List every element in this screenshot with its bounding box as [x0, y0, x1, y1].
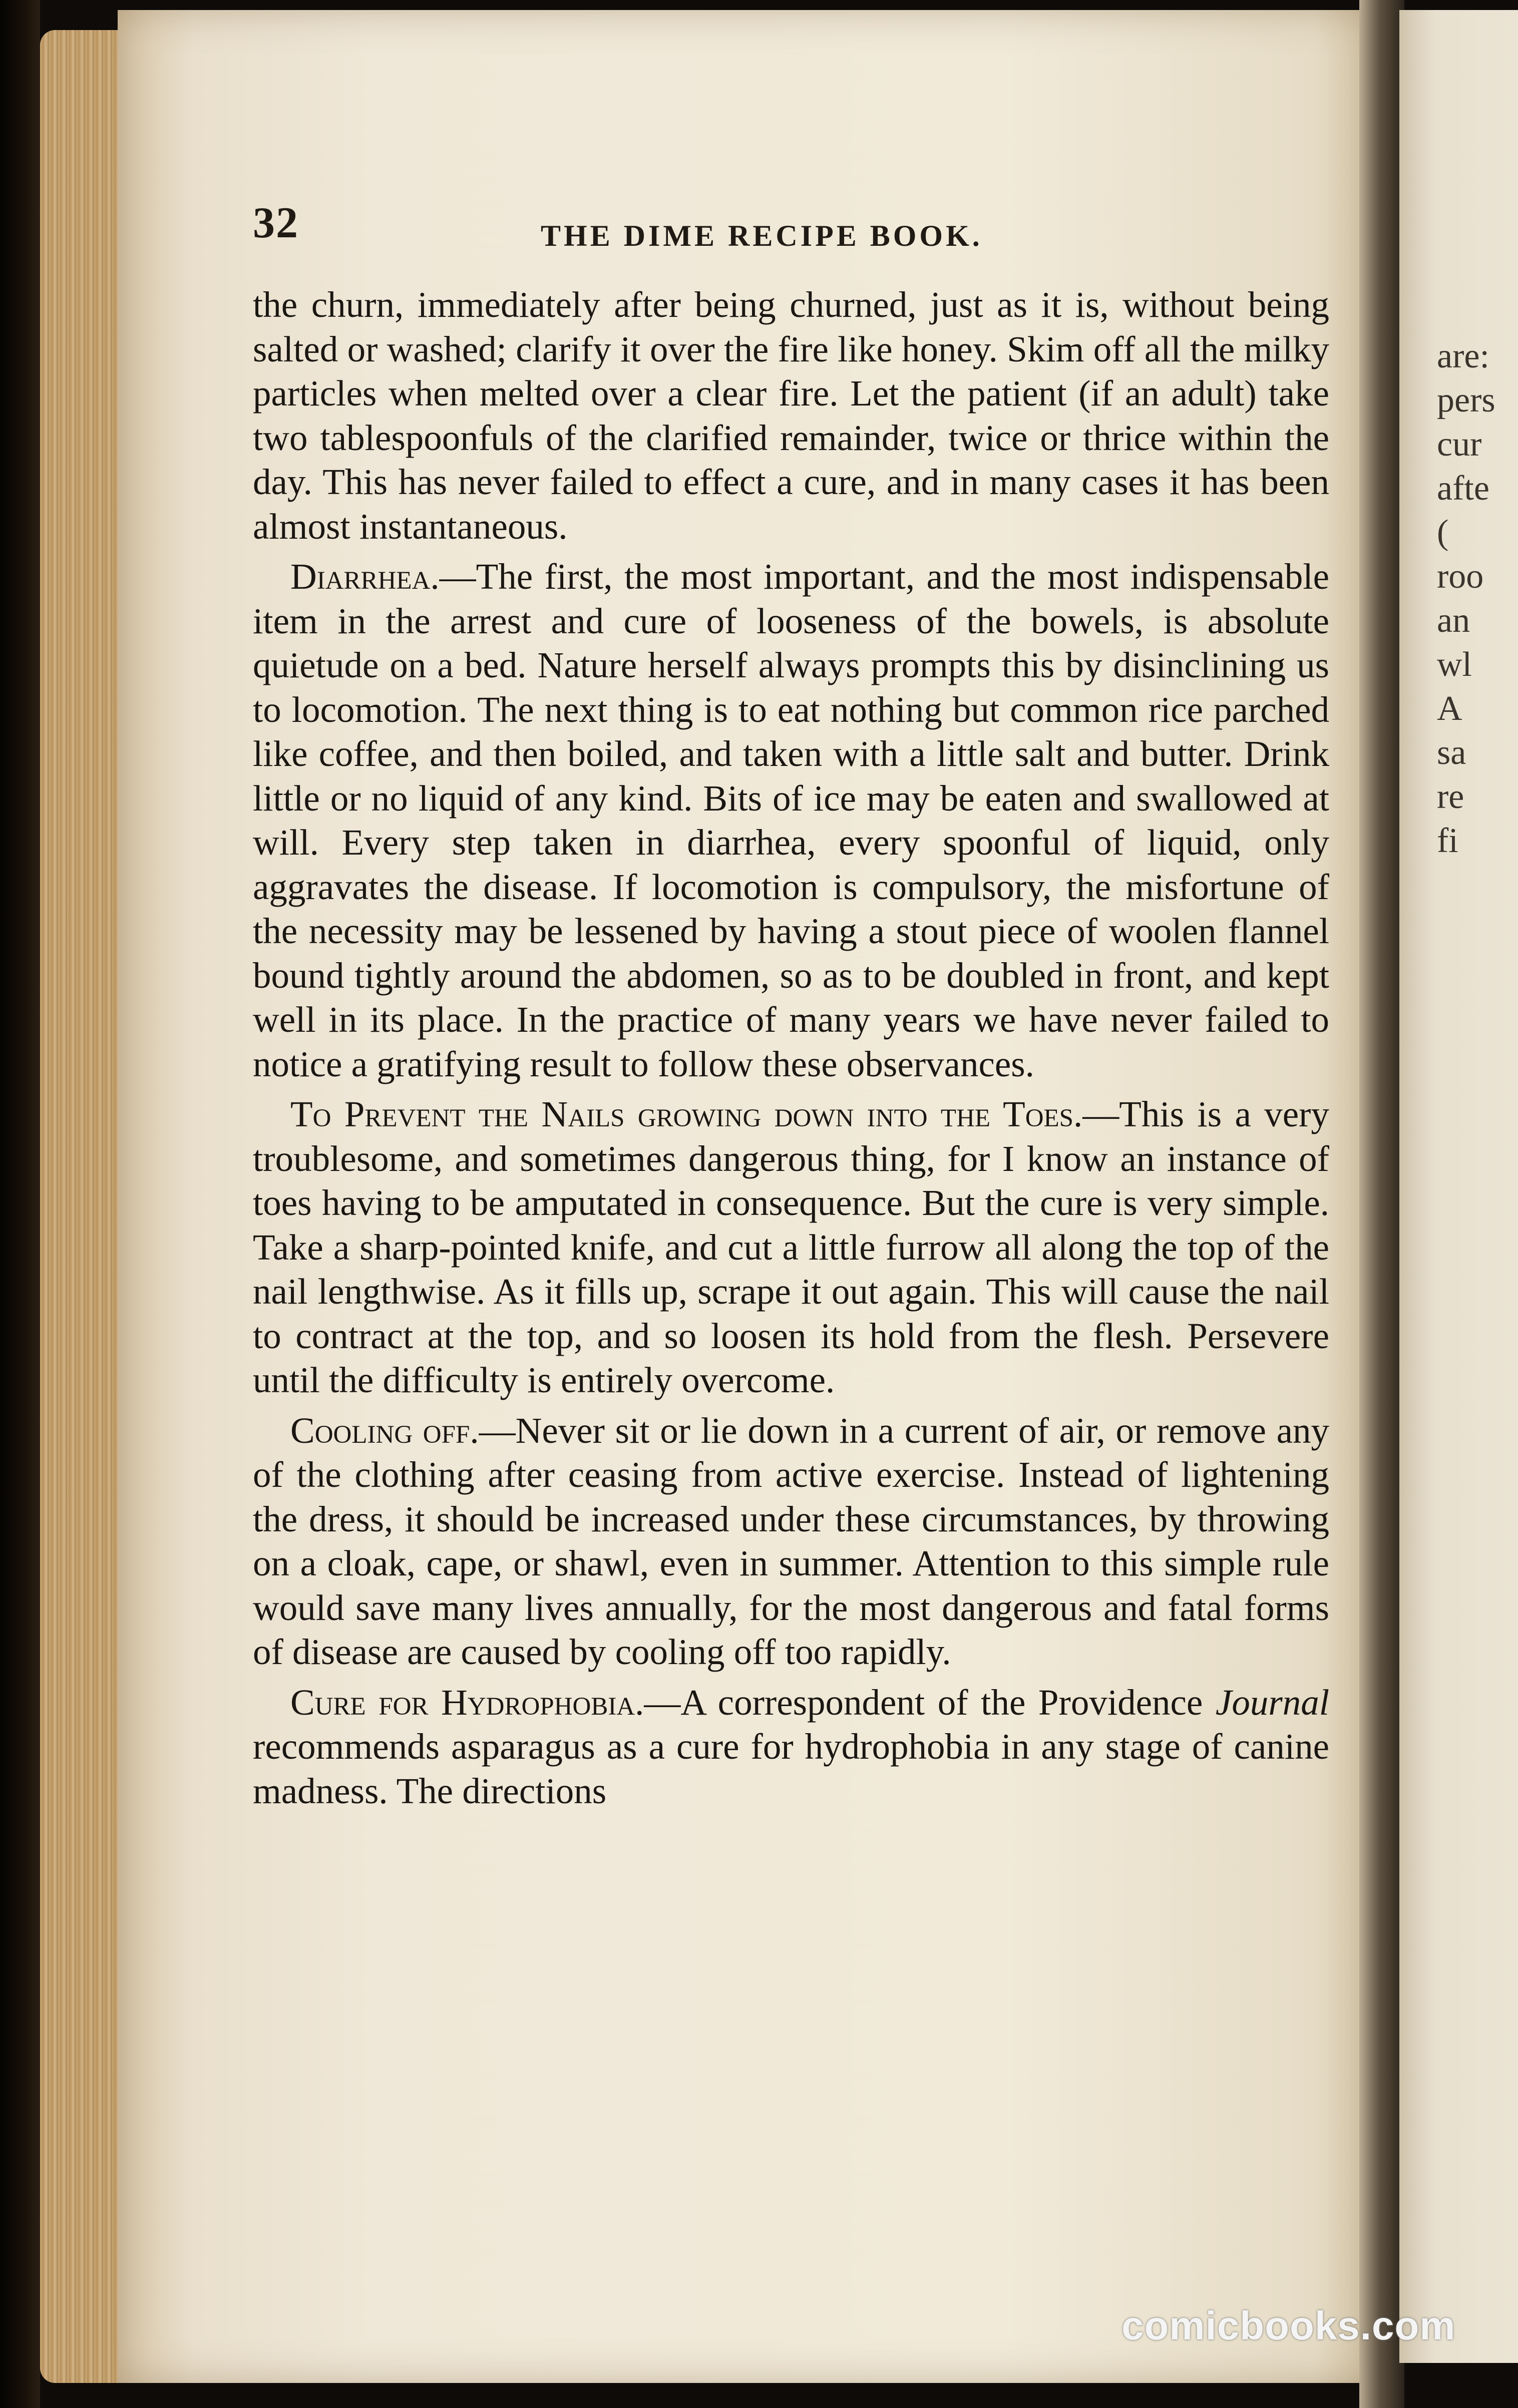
facing-fragment: ( — [1437, 513, 1449, 552]
paragraph-text: —This is a very troublesome, and sometimes dangerous thing, for I know an instance of toes having to be amputated in consequence. But the cure is very simple. Take a sharp-pointed knife, and cut a little furrow all along the top of the nail lengthwise. As it fills up, scrape it out again. This will cause the nail to contract at the top, and so loosen its hold from the flesh. Persevere until the difficulty is entirely overcome. — [253, 1094, 1329, 1400]
facing-fragment: re — [1437, 777, 1464, 816]
page-number: 32 — [253, 199, 299, 247]
section-heading: Cooling off. — [290, 1410, 479, 1451]
facing-page-text — [1437, 290, 1518, 863]
paragraph-text: —Never sit or lie down in a current of air, or remove any of the clothing after ceasing from active exercise. Instead of lightening the dress, it should be increased under these circumstances, by throwing on a cloak, cape, or shawl, even in summer. Attention to this simple rule would save many lives annually, for the most dangerous and fatal forms of disease are caused by cooling off too rapidly. — [253, 1410, 1329, 1672]
facing-fragment: wl — [1437, 645, 1472, 684]
section-heading: Diarrhea. — [290, 556, 440, 597]
paragraph-text: —The first, the most important, and the most indispensable item in the arrest and cure of looseness of the bowels, is absolute quietude on a bed. Nature herself always prompts this by disinclining us to locomotion. The next thing is to eat nothing but common rice parched like coffee, and then boiled, and taken with a little salt and butter. Drink little or no liquid of any kind. Bits of ice may be eaten and swallowed at will. Every step taken in diarrhea, every spoonful of liquid, only aggravates the disease. If locomotion is compulsory, the misfortune of the necessity may be lessened by having a stout piece of woolen flannel bound tightly around the abdomen, so as to be doubled in front, and kept well in its place. In the practice of many years we have never failed to notice a gratifying result to follow these observances. — [253, 556, 1329, 1084]
facing-fragment: an — [1437, 601, 1470, 640]
facing-fragment: pers — [1437, 381, 1495, 420]
watermark: comicbooks.com — [1121, 2303, 1456, 2348]
facing-fragment: are: — [1437, 337, 1489, 375]
paragraph — [253, 555, 1329, 1086]
page-header — [253, 198, 1329, 258]
facing-fragment: cur — [1437, 425, 1482, 464]
book-binding-edge — [0, 0, 40, 2408]
paragraph — [253, 1681, 1329, 1814]
paragraph — [253, 1092, 1329, 1403]
facing-fragment: afte — [1437, 469, 1489, 508]
paragraph — [253, 283, 1329, 549]
running-title: THE DIME RECIPE BOOK. — [541, 219, 983, 252]
italic-title: Journal — [1215, 1682, 1330, 1723]
facing-fragment: sa — [1437, 733, 1466, 772]
page-body — [253, 283, 1329, 1813]
facing-fragment: fi — [1437, 822, 1458, 860]
section-heading: Cure for Hydrophobia. — [290, 1682, 644, 1723]
facing-fragment: A — [1437, 689, 1462, 728]
paragraph-text: the churn, immediately after being churned, just as it is, without being salted or washed; clarify it over the fire like honey. Skim off all the milky particles when melted over a clear fire. Let the patient (if an adult) take two tablespoonfuls of the clarified remainder, twice or thrice within the day. This has never failed to effect a cure, and in many cases it has been almost instantaneous. — [253, 284, 1329, 547]
paragraph-text: recommends asparagus as a cure for hydrophobia in any stage of canine madness. The directions — [253, 1726, 1329, 1811]
paragraph — [253, 1409, 1329, 1675]
section-heading: To Prevent the Nails growing down into the Toes. — [290, 1094, 1083, 1134]
book-gutter — [1359, 0, 1404, 2408]
facing-fragment: roo — [1437, 557, 1484, 596]
paragraph-text: —A correspondent of the Providence — [644, 1682, 1216, 1723]
